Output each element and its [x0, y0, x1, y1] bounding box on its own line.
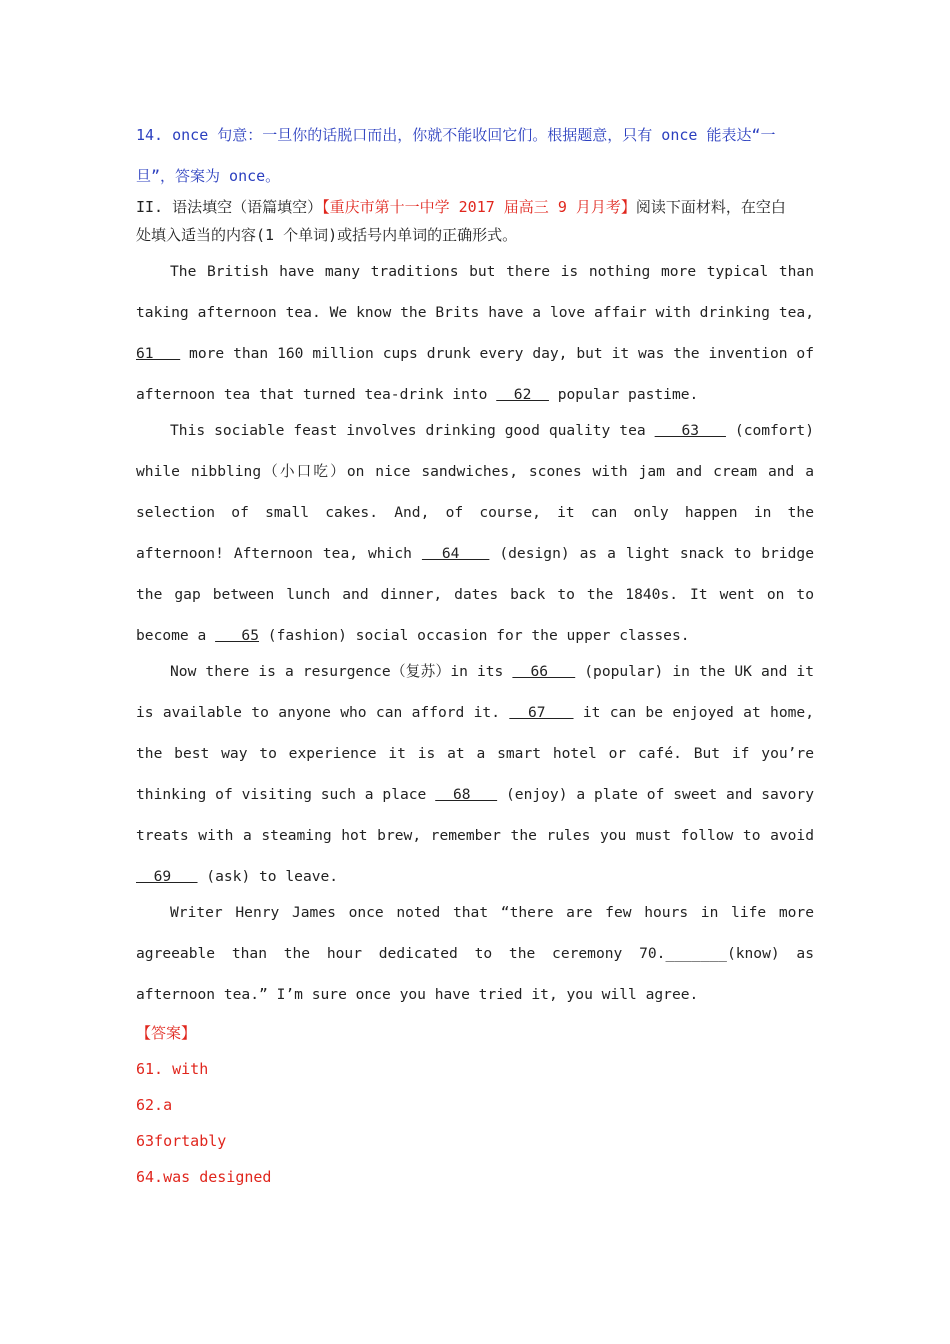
q14-explanation-line1: 14. once 句意：一旦你的话脱口而出，你就不能收回它们。根据题意，只有 once 能表达“一	[136, 126, 776, 144]
passage-paragraph-1: The British have many traditions but there is nothing more typical than taking afternoon tea. We know the Brits have a love affair with drinking tea, 61 more than 160 million cups drunk every day, but it was the invention of afternoon tea that turned tea-drink into 62 popular pastime.	[136, 263, 814, 403]
answer-item-61: 61. with	[136, 1060, 209, 1078]
section-label: II. 语法填空（语篇填空）	[136, 198, 323, 216]
answer-section	[136, 1015, 814, 1195]
section-source: 【重庆市第十一中学 2017 届高三 9 月月考】	[322, 198, 636, 216]
section-instruction: 处填入适当的内容(1 个单词)或括号内单词的正确形式。	[136, 226, 518, 244]
document-page	[136, 124, 814, 1195]
answer-item-63: 63fortably	[136, 1132, 227, 1150]
section-instruction-a: 阅读下面材料，在空白	[635, 198, 786, 216]
blank-69: 69	[136, 868, 198, 885]
blank-68: 68	[435, 786, 498, 803]
blank-65: 65	[215, 627, 260, 644]
answer-item-64: 64.was designed	[136, 1168, 272, 1186]
passage	[136, 251, 814, 1015]
blank-63: 63	[654, 422, 726, 439]
passage-paragraph-2: This sociable feast involves drinking good quality tea 63 (comfort) while nibbling（小口吃）on nice sandwiches, scones with jam and cream and a selection of small cakes. And, of course, it can only happen in the afternoon! Afternoon tea, which 64 (design) as a light snack to bridge the gap between lunch and dinner, dates back to the 1840s. It went on to become a 65 (fashion) social occasion for the upper classes.	[136, 422, 814, 644]
blank-66: 66	[512, 663, 576, 680]
answer-item-62: 62.a	[136, 1096, 173, 1114]
blank-61: 61	[136, 345, 181, 362]
answer-heading: 【答案】	[136, 1024, 197, 1042]
blank-64: 64	[421, 545, 490, 562]
blank-67: 67	[509, 704, 574, 721]
section-heading	[136, 196, 814, 218]
passage-paragraph-3: Now there is a resurgence（复苏）in its 66 (popular) in the UK and it is available to anyone who can afford it. 67 it can be enjoyed at home, the best way to experience it is at a smart hotel or café. But if you’re thinking of visiting such a place 68 (enjoy) a plate of sweet and savory treats with a steaming hot brew, remember the rules you must follow to avoid 69 (ask) to leave.	[136, 663, 814, 885]
blank-62: 62	[496, 386, 549, 403]
passage-paragraph-4: Writer Henry James once noted that “there are few hours in life more agreeable than the hour dedicated to the ceremony 70._______(know) as afternoon tea.” I’m sure once you have tried it, you will agree.	[136, 904, 814, 1003]
q14-explanation-line2: 旦”，答案为 once。	[136, 167, 281, 185]
